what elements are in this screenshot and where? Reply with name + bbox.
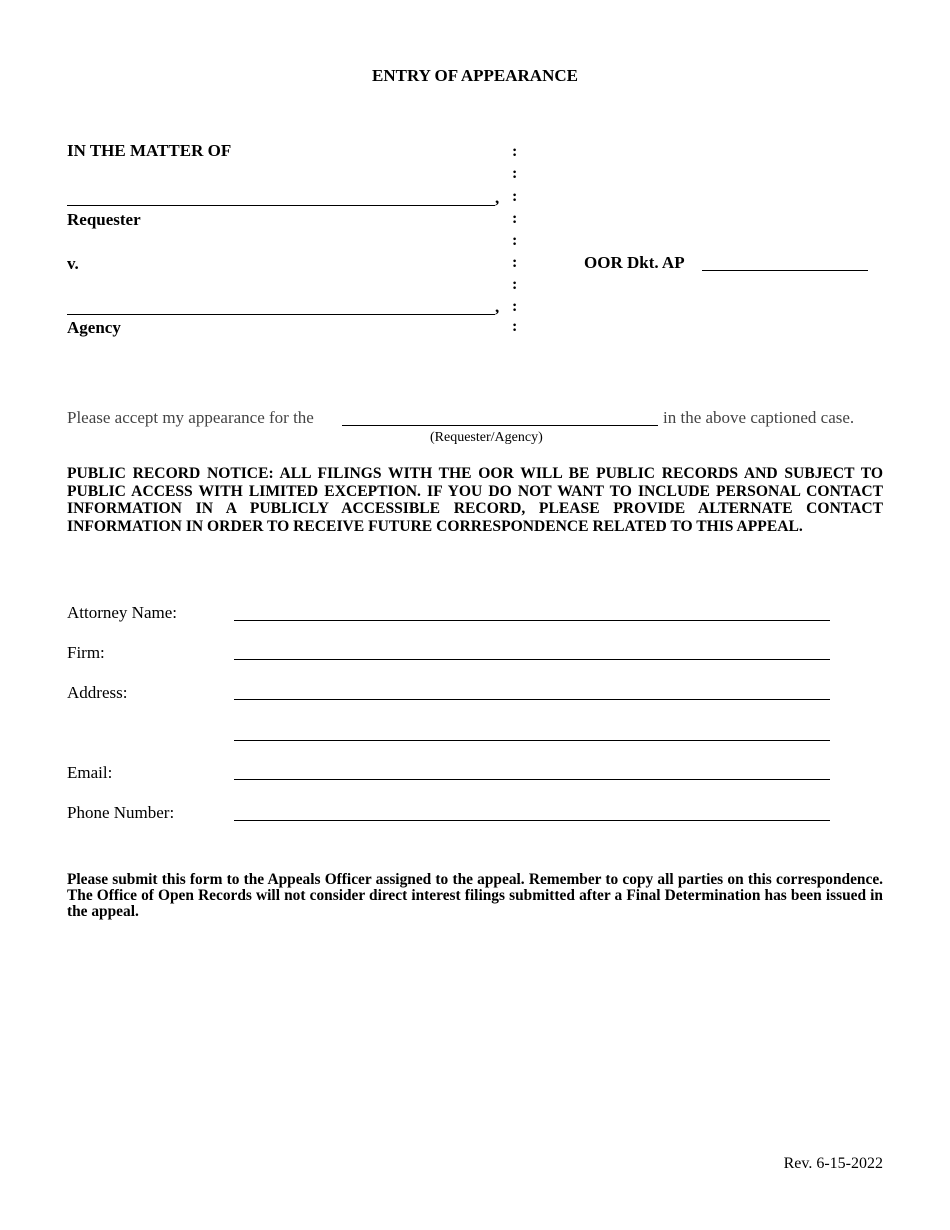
agency-name-line[interactable] [67,314,495,315]
caption-colon: : [512,298,518,315]
address-label: Address: [67,683,128,702]
versus-label: v. [67,254,79,273]
caption-colon: : [512,254,518,271]
caption-colon: : [512,210,518,227]
revision-date: Rev. 6-15-2022 [783,1155,883,1172]
caption-colon: : [512,318,518,335]
requester-name-line[interactable] [67,205,495,206]
phone-number-label: Phone Number: [67,803,175,822]
public-record-notice: PUBLIC RECORD NOTICE: ALL FILINGS WITH THE OOR WILL BE PUBLIC RECORDS AND SUBJECT TO PUBLIC ACCESS WITH LIMITED EXCEPTION. IF YOU DO NOT WANT TO INCLUDE PERSONAL CONTACT INFORMATION IN A PUBLICLY ACCESSIBLE RECORD, PLEASE PROVIDE ALTERNATE CONTACT INFORMATION IN ORDER TO RECEIVE FUTURE CORRESPONDENCE RELATED TO THIS APPEAL. [67,465,883,535]
caption-colon: : [512,188,518,205]
in-the-matter-of-label: IN THE MATTER OF [67,141,232,160]
caption-colon: : [512,165,518,182]
firm-label: Firm: [67,643,105,662]
address-line-2[interactable] [234,740,830,741]
caption-colon: : [512,276,518,293]
requester-label: Requester [67,210,141,229]
appearance-text-after: in the above captioned case. [663,408,855,427]
appearance-text-before: Please accept my appearance for the [67,408,314,427]
appearance-party-line[interactable] [342,425,658,426]
docket-number-line[interactable] [702,270,868,271]
agency-comma: , [495,297,500,316]
agency-label: Agency [67,318,121,337]
form-title: ENTRY OF APPEARANCE [372,66,578,85]
address-line-1[interactable] [234,699,830,700]
requester-comma: , [495,188,500,207]
firm-line[interactable] [234,659,830,660]
caption-colon: : [512,143,518,160]
attorney-name-label: Attorney Name: [67,603,177,622]
phone-number-line[interactable] [234,820,830,821]
caption-colon: : [512,232,518,249]
submit-instructions: Please submit this form to the Appeals Officer assigned to the appeal. Remember to copy all parties on this correspondence. The Office of Open Records will not consider direct interest filings submitted after a Final Determination has been issued in the appeal. [67,871,883,920]
email-line[interactable] [234,779,830,780]
appearance-party-hint: (Requester/Agency) [430,430,543,445]
email-label: Email: [67,763,113,782]
attorney-name-line[interactable] [234,620,830,621]
docket-number-label: OOR Dkt. AP [584,253,685,272]
